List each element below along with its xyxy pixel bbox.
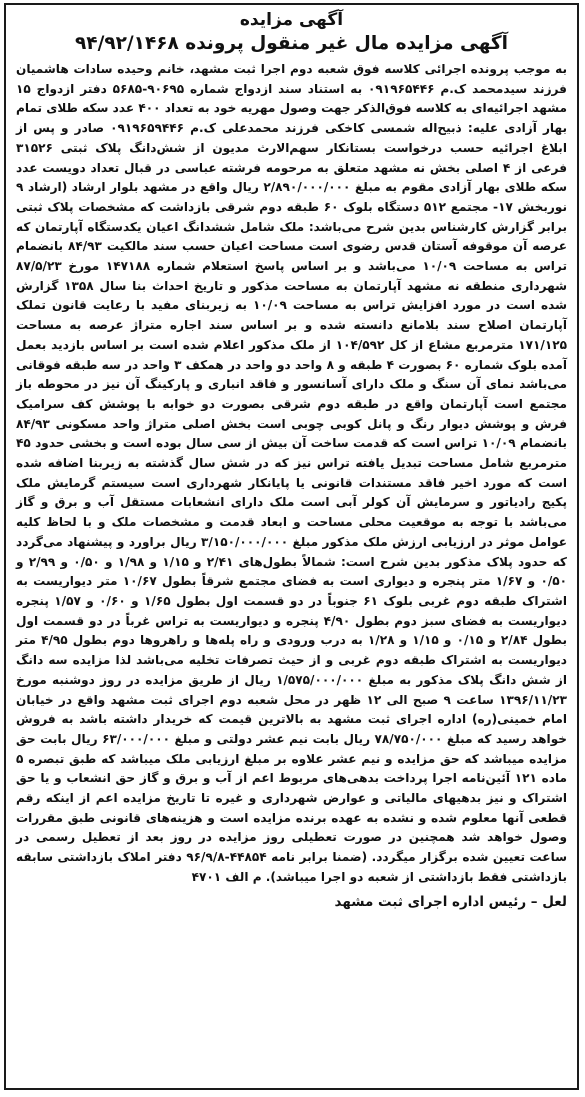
notice-subtitle: آگهی مزایده مال غیر منقول پرونده ۹۴/۹۲/۱۴۶۸ — [74, 33, 509, 54]
signature-line: لعل – رئیس اداره اجرای ثبت مشهد — [334, 893, 567, 910]
notice-title: آگهی مزایده — [239, 10, 344, 30]
notice-body: به موجب پرونده اجرائی کلاسه فوق شعبه دوم اجرا ثبت مشهد، خانم وحیده سادات هاشمیان فرزند سیدمحمد ک.م ۰۹۱۹۶۵۴۴۶ به استناد سند ازدواج شماره ۹۰۶۹۵-۵۶۸۵ دفتر ازدواج ۱۵ مشهد اجرائیه‌ای به کلاسه فوق‌الذکر جهت وصول مهریه خود به تعداد ۴۰۰ عدد سکه طلای تمام بهار آزادی علیه: ذبیح‌اله شمسی کاخکی فرزند محمدعلی ک.م ۰۹۱۹۶۵۹۴۴۶ صادر و پس از ابلاغ اجرائیه حسب درخواست بستانکار سهم‌الارث مدیون از شش‌دانگ پلاک ثبتی ۳۱۵۲۶ فرعی از ۴ اصلی بخش نه مشهد متعلق به مرحومه فرشته عباسی در قبال تعداد دویست عدد سکه طلای بهار آزادی مقوم به مبلغ ۲/۸۹۰/۰۰۰/۰۰۰ ریال واقع در مشهد بلوار ارشاد (ارشاد ۹ نوربخش ۱۷- مجتمع ۵۱۲ دستگاه بلوک ۶۰ طبقه دوم شرقی بازداشت که مشخصات پلاک ثبتی برابر گزارش کارشناس بدین شرح می‌باشد: ملک شامل ششدانگ اعیان یکدستگاه آپارتمان که عرصه آن موقوفه آستان قدس رضوی است مساحت اعیان حسب سند مالکیت ۸۴/۹۳ بانضمام تراس به مساحت ۱۰/۰۹ می‌باشد و بر اساس پاسخ استعلام شماره ۱۴۷۱۸۸ مورخ ۸۷/۵/۲۳ شهرداری منطقه نه مشهد آپارتمان به مساحت مذکور و تاریخ احداث بنا سال ۱۳۵۸ گزارش شده است در مورد افزایش تراس به مساحت ۱۰/۰۹ به زیربنای مفید با رعایت قانون تملک آپارتمان اصلاح سند بلامانع دانسته شده و بر اساس سند اجاره متراژ عرصه به مساحت ۱۷۱/۱۲۵ مترمربع مشاع از کل ۱۰۴/۵۹۲ از ملک مذکور اعلام شده است بر اساس بازدید بعمل آمده بلوک شماره ۶۰ بصورت ۴ طبقه و ۸ واحد دو واحد در همکف ۳ واحد در سه طبقه فوقانی می‌باشد نمای آن سنگ و ملک دارای آسانسور و فاقد انباری و پارکینگ آن نیز در محوطه باز مجتمع است آپارتمان واقع در طبقه دوم شرقی بصورت دو خوابه با پوشش کف سرامیک فرش و پوشش دیوار رنگ و پانل کوبی چوبی است بخش اصلی متراژ واحد مسکونی ۸۴/۹۳ بانضمام ۱۰/۰۹ تراس است که قدمت ساخت آن بیش از سی سال بوده است و بخشی حدود ۴۵ مترمربع شامل مساحت تبدیل یافته تراس نیز که در شش سال گذشته به زیربنا اضافه شده است که مورد اخیر فاقد مستندات قانونی یا پایانکار شهرداری است سیستم گرمایش ملک پکیج رادیاتور و سرمایش آن کولر آبی است ملک دارای انشعابات مستقل آب و برق و گاز می‌باشد با توجه به موقعیت محلی مساحت و ابعاد قدمت و مشخصات ملک و با لحاظ کلیه عوامل موثر در ارزیابی ارزش ملک مذکور مبلغ ۳/۱۵۰/۰۰۰/۰۰۰ ریال براورد و پیشنهاد می‌گردد که حدود پلاک مذکور بدین شرح است: شمالاً بطول‌های ۲/۴۱ و ۱/۱۵ و ۱/۹۸ و ۰/۵۰ و ۲/۹۹ و ۰/۵۰ و ۱/۶۷ متر پنجره و دیواری است به فضای مجتمع شرقاً بطول ۱۰/۶۷ متر دیواریست به اشتراک طبقه دوم غربی بلوک ۶۱ جنوباً در دو قسمت اول بطول ۱/۶۵ و ۰/۶۰ و ۱/۵۷ پنجره دیواریست به فضای سبز دوم بطول ۴/۹۰ پنجره و دیواریست به تراس غرباً در دو قسمت اول بطول ۲/۸۴ و ۰/۱۵ و ۱/۱۵ و ۱/۲۸ به درب ورودی و راه پله‌ها و راهروها دوم بطول ۴/۹۵ متر دیواریست به اشتراک طبقه دوم غربی و از حیث تصرفات تخلیه می‌باشد لذا مزایده سه دانگ از شش دانگ پلاک مذکور به مبلغ ۱/۵۷۵/۰۰۰/۰۰۰ ریال از طریق مزایده در روز دوشنبه مورخ ۱۳۹۶/۱۱/۲۳ ساعت ۹ صبح الی ۱۲ ظهر در محل شعبه دوم اجرای ثبت مشهد واقع در خیابان امام خمینی(ره) اداره اجرای ثبت مشهد به بالاترین قیمت که خریدار داشته باشد به فروش خواهد رسید که مبلغ ۷۸/۷۵۰/۰۰۰ ریال بابت نیم عشر دولتی و مبلغ ۶۳/۰۰۰/۰۰۰ ریال بابت حق مزایده میباشد که حق مزایده و نیم عشر علاوه بر مبلغ ارزیابی ملک میباشد که طبق تبصره ۵ ماده ۱۲۱ آئین‌نامه اجرا پرداخت بدهی‌های مربوط اعم از آب و برق و گاز حق انشعاب و یا حق اشتراک و نیز بدهیهای مالیاتی و عوارض شهرداری و غیره تا تاریخ مزایده اعم از اینکه رقم قطعی آنها معلوم شده و نشده به عهده برنده مزایده است و هزینه‌های قانونی طبق مقررات وصول خواهد شد همچنین در صورت تعطیلی روز مزایده در روز بعد از تعطیل رسمی در ساعت تعیین شده برگزار میگردد. (ضمنا برابر نامه ۴۴۸۵۴-۹۶/۹/۸ دفتر املاک بازداشتی سابقه بازداشتی فقط بازداشتی از شعبه دو اجرا میباشد). م الف ۴۷۰۱ — [16, 62, 568, 884]
auction-notice — [4, 3, 579, 1090]
